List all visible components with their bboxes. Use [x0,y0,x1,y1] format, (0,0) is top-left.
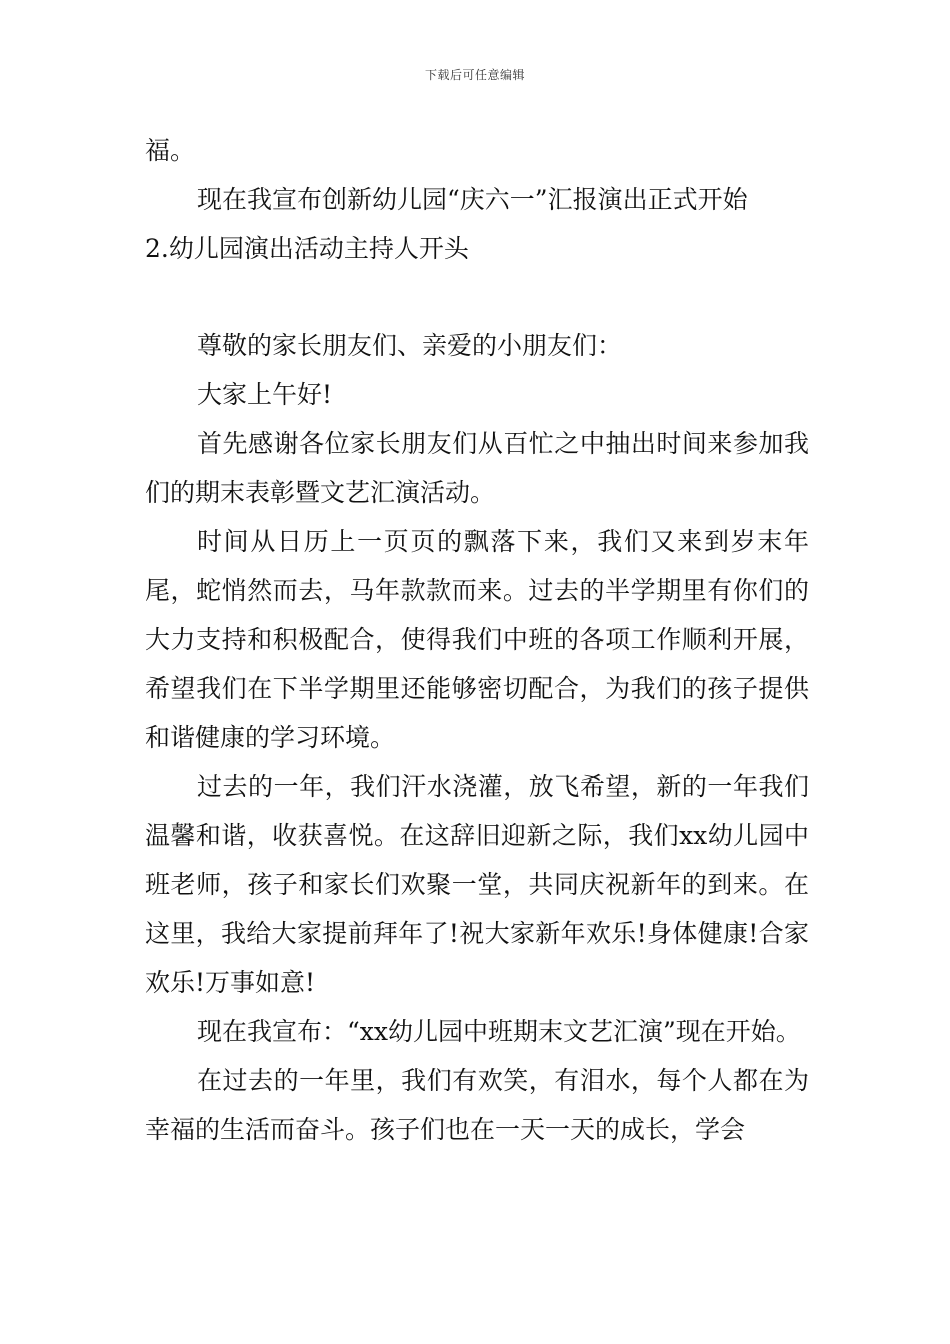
paragraph-continuation: 福。 [145,136,196,165]
document-body [145,126,809,1154]
header-note: 下载后可任意编辑 [424,68,525,82]
paragraph-gap [145,273,809,321]
paragraph-past-year: 过去的一年，我们汗水浇灌，放飞希望，新的一年我们温馨和谐，收获喜悦。在这辞旧迎新之际，我们xx幼儿园中班老师，孩子和家长们欢聚一堂，共同庆祝新年的到来。在这里，我给大家提前拜年了!祝大家新年欢乐!身体健康!合家欢乐!万事如意! [145,772,809,997]
paragraph-announcement-2: 现在我宣布：“xx幼儿园中班期末文艺汇演”现在开始。 [197,1017,801,1046]
paragraph-salutation: 尊敬的家长朋友们、亲爱的小朋友们： [197,331,623,360]
paragraph-greeting: 大家上午好! [197,380,333,409]
paragraph-time: 时间从日历上一页页的飘落下来，我们又来到岁末年尾，蛇悄然而去，马年款款而来。过去的半学期里有你们的大力支持和积极配合，使得我们中班的各项工作顺利开展，希望我们在下半学期里还能够密切配合，为我们的孩子提供和谐健康的学习环境。 [145,527,809,752]
section-heading: 2.幼儿园演出活动主持人开头 [145,234,469,263]
paragraph-announcement-1: 现在我宣布创新幼儿园“庆六一”汇报演出正式开始 [197,185,748,214]
paragraph-thanks: 首先感谢各位家长朋友们从百忙之中抽出时间来参加我们的期末表彰暨文艺汇演活动。 [145,429,809,507]
paragraph-growth: 在过去的一年里，我们有欢笑，有泪水，每个人都在为幸福的生活而奋斗。孩子们也在一天一天的成长，学会 [145,1066,809,1144]
